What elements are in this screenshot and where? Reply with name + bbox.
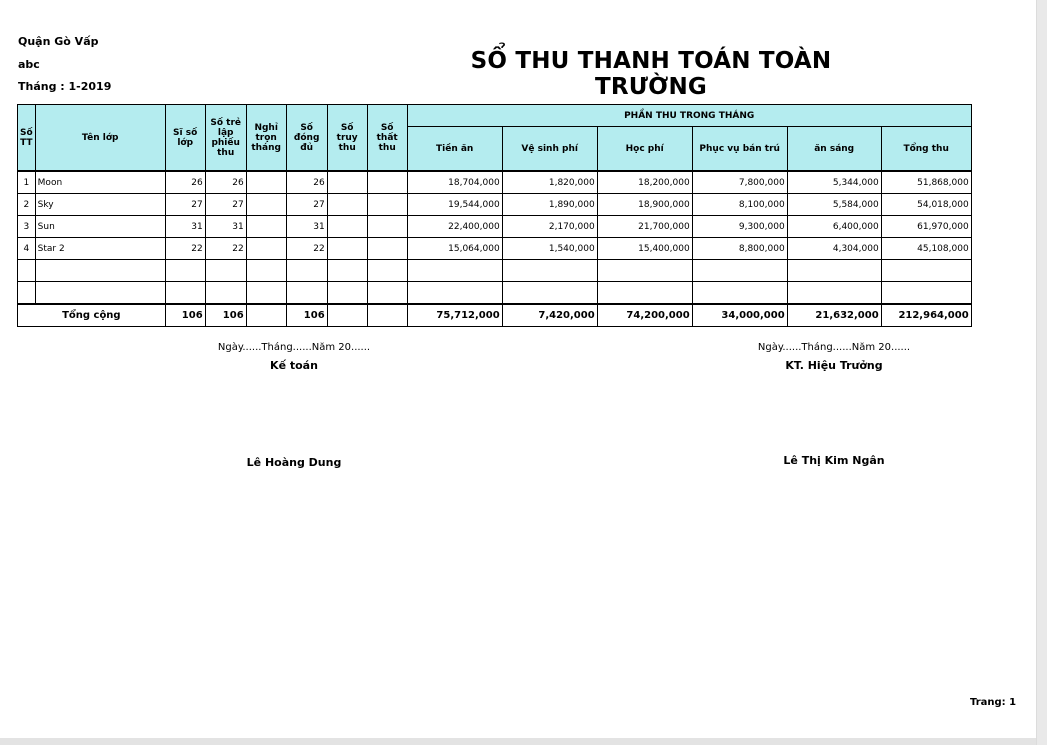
col-stt: Số TT [18,105,36,172]
cell-size: 26 [165,171,205,194]
cell-stt: 2 [18,194,36,216]
left-date-line: Ngày......Tháng......Năm 20...... [217,342,371,353]
cell-sanitation [502,282,597,305]
totals-row [18,304,972,327]
cell-lost [367,171,407,194]
page-bottom-edge [0,738,1036,745]
cell-sanitation: 1,890,000 [502,194,597,216]
cell-total [881,282,971,305]
cell-back [327,238,367,260]
cell-receipts [205,260,246,282]
cell-size: 27 [165,194,205,216]
cell-total: 61,970,000 [881,216,971,238]
cell-boarding: 8,800,000 [692,238,787,260]
cell-size: 22 [165,238,205,260]
cell-off [246,260,286,282]
payment-table [17,104,972,327]
col-total: Tổng thu [881,127,971,172]
cell-tuition: 18,900,000 [597,194,692,216]
vertical-scroll-track[interactable] [1036,0,1047,745]
cell-back [327,260,367,282]
cell-receipts [205,282,246,305]
cell-breakfast [787,260,881,282]
cell-boarding: 8,100,000 [692,194,787,216]
total-tuition: 74,200,000 [597,304,692,327]
cell-receipts: 31 [205,216,246,238]
total-back [327,304,367,327]
cell-boarding [692,282,787,305]
cell-tuition [597,260,692,282]
cell-lost [367,194,407,216]
empty-row [18,260,972,282]
cell-paid: 31 [286,216,327,238]
col-sanitation: Vệ sinh phí [502,127,597,172]
cell-paid [286,282,327,305]
cell-breakfast: 5,584,000 [787,194,881,216]
col-meal: Tiền ăn [407,127,502,172]
total-paid: 106 [286,304,327,327]
cell-paid [286,260,327,282]
col-paid-full: Số đóng đủ [286,105,327,172]
col-class-name: Tên lớp [35,105,165,172]
total-breakfast: 21,632,000 [787,304,881,327]
cell-name: Sun [35,216,165,238]
cell-meal: 18,704,000 [407,171,502,194]
cell-meal: 22,400,000 [407,216,502,238]
cell-meal: 15,064,000 [407,238,502,260]
cell-paid: 27 [286,194,327,216]
cell-name: Sky [35,194,165,216]
table-row [18,216,972,238]
total-sanitation: 7,420,000 [502,304,597,327]
total-receipts: 106 [205,304,246,327]
cell-size [165,260,205,282]
cell-lost [367,216,407,238]
cell-off [246,238,286,260]
cell-sanitation: 2,170,000 [502,216,597,238]
table-row [18,194,972,216]
cell-back [327,194,367,216]
cell-off [246,282,286,305]
cell-paid: 26 [286,171,327,194]
cell-back [327,216,367,238]
cell-total: 51,868,000 [881,171,971,194]
col-breakfast: ăn sáng [787,127,881,172]
col-collected-back: Số truy thu [327,105,367,172]
left-signer-name: Lê Hoàng Dung [246,456,342,469]
total-off [246,304,286,327]
total-meal: 75,712,000 [407,304,502,327]
cell-lost [367,282,407,305]
table-row [18,171,972,194]
cell-total: 45,108,000 [881,238,971,260]
cell-stt: 3 [18,216,36,238]
total-boarding: 34,000,000 [692,304,787,327]
cell-stt: 1 [18,171,36,194]
report-title: SỔ THU THANH TOÁN TOÀN TRƯỜNG [470,48,832,100]
cell-boarding: 9,300,000 [692,216,787,238]
table-body [18,171,972,304]
cell-stt: 4 [18,238,36,260]
cell-breakfast: 5,344,000 [787,171,881,194]
cell-boarding: 7,800,000 [692,171,787,194]
cell-breakfast [787,282,881,305]
cell-off [246,216,286,238]
cell-meal: 19,544,000 [407,194,502,216]
cell-lost [367,260,407,282]
cell-off [246,194,286,216]
cell-breakfast: 4,304,000 [787,238,881,260]
right-role: KT. Hiệu Trưởng [785,359,883,372]
school-label: abc [18,58,40,71]
col-class-size: Sĩ số lớp [165,105,205,172]
totals-label: Tổng cộng [18,304,166,327]
col-full-month-off: Nghỉ trọn tháng [246,105,286,172]
cell-name: Moon [35,171,165,194]
cell-name [35,282,165,305]
cell-boarding [692,260,787,282]
total-size: 106 [165,304,205,327]
col-receipts: Số trẻ lập phiếu thu [205,105,246,172]
cell-tuition: 15,400,000 [597,238,692,260]
month-label: Tháng : 1-2019 [18,80,112,93]
cell-sanitation: 1,540,000 [502,238,597,260]
cell-lost [367,238,407,260]
col-lost: Số thất thu [367,105,407,172]
left-role: Kế toán [270,359,318,372]
cell-sanitation: 1,820,000 [502,171,597,194]
cell-receipts: 27 [205,194,246,216]
cell-back [327,282,367,305]
cell-total: 54,018,000 [881,194,971,216]
cell-tuition: 18,200,000 [597,171,692,194]
col-group-monthly: PHẦN THU TRONG THÁNG [407,105,971,127]
empty-row [18,282,972,305]
cell-size: 31 [165,216,205,238]
cell-back [327,171,367,194]
cell-tuition [597,282,692,305]
cell-off [246,171,286,194]
cell-receipts: 22 [205,238,246,260]
page-number: Trang: 1 [970,697,1017,708]
cell-stt [18,282,36,305]
cell-meal [407,260,502,282]
cell-name: Star 2 [35,238,165,260]
total-grand: 212,964,000 [881,304,971,327]
cell-sanitation [502,260,597,282]
cell-name [35,260,165,282]
cell-size [165,282,205,305]
right-date-line: Ngày......Tháng......Năm 20...... [757,342,911,353]
cell-paid: 22 [286,238,327,260]
district-label: Quận Gò Vấp [18,35,99,48]
col-tuition: Học phí [597,127,692,172]
cell-stt [18,260,36,282]
cell-receipts: 26 [205,171,246,194]
cell-tuition: 21,700,000 [597,216,692,238]
total-lost [367,304,407,327]
cell-breakfast: 6,400,000 [787,216,881,238]
table-row [18,238,972,260]
cell-meal [407,282,502,305]
right-signer-name: Lê Thị Kim Ngân [783,454,885,467]
col-boarding: Phục vụ bán trú [692,127,787,172]
cell-total [881,260,971,282]
